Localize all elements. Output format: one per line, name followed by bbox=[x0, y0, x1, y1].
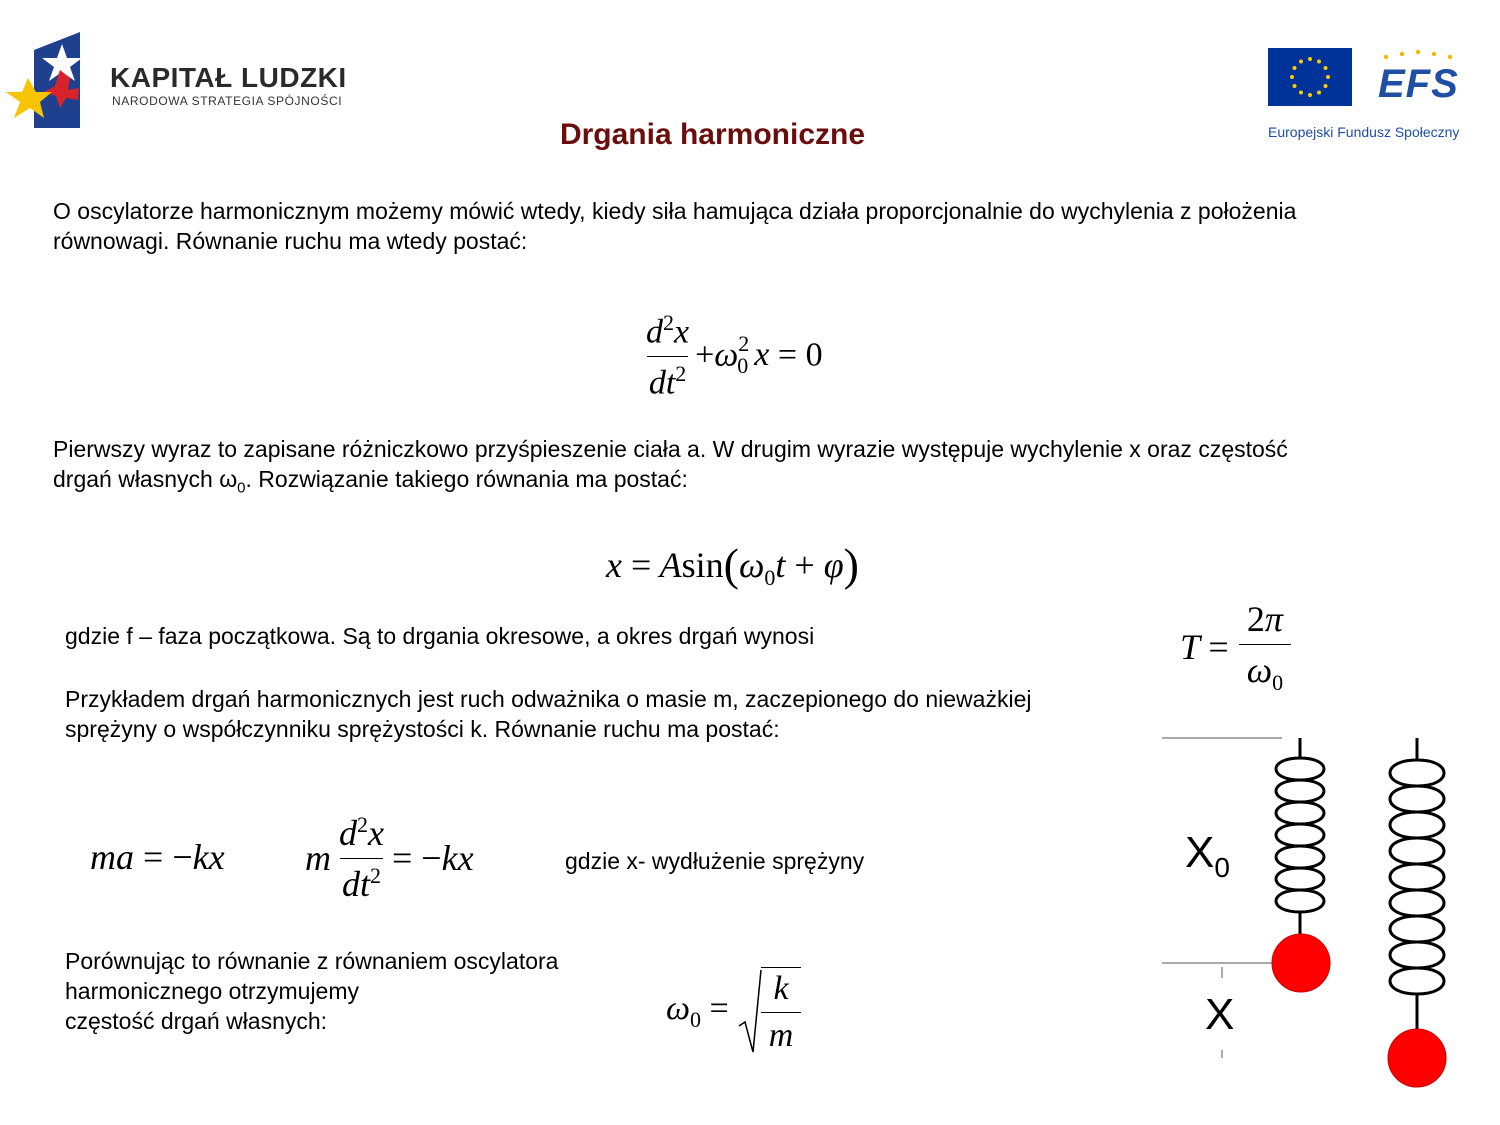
text-line bbox=[53, 464, 1453, 504]
text-line: Przykładem drgań harmonicznych jest ruch odważnika o masie m, zaczepionego do nieważkiej bbox=[65, 686, 1032, 712]
paragraph-explanation bbox=[53, 434, 1453, 504]
paragraph-elongation: gdzie x- wydłużenie sprężyny bbox=[565, 848, 865, 874]
text-line: Pierwszy wyraz to zapisane różniczkowo przyśpieszenie ciała a. W drugim wyrazie występuje wychylenie x oraz częstość bbox=[53, 436, 1288, 462]
efs-badge: EFS bbox=[1378, 62, 1459, 106]
mass-2 bbox=[1388, 1029, 1446, 1087]
page-title: Drgania harmoniczne bbox=[559, 118, 866, 151]
efs-caption: Europejski Fundusz Społeczny bbox=[1268, 124, 1460, 140]
equation-solution: $x = Asin(\omega_0t + \varphi)$ bbox=[606, 539, 859, 591]
mass-1 bbox=[1272, 934, 1330, 992]
eu-flag-icon bbox=[1268, 48, 1352, 106]
text-line: Porównując to równanie z równaniem oscylatora bbox=[65, 948, 559, 974]
logo-title: KAPITAŁ LUDZKI bbox=[110, 62, 347, 93]
fraction: $\frac{d^2x}{dt^2}$ bbox=[339, 811, 384, 904]
label-x0-subscript: 0 bbox=[1214, 851, 1230, 883]
paragraph-intro bbox=[53, 196, 1453, 256]
spring-coil-2 bbox=[1390, 738, 1444, 1030]
label-x: X bbox=[1205, 990, 1235, 1039]
text-line: harmonicznego otrzymujemy bbox=[65, 978, 360, 1004]
spring-figure bbox=[1150, 720, 1470, 1100]
fraction: $\frac{k}{m}$ bbox=[761, 967, 802, 1055]
paragraph-example bbox=[65, 684, 1145, 744]
sqrt-sign-icon bbox=[737, 966, 763, 1056]
equation-frequency: $\omega_0$ = $\frac{k}{m}$ bbox=[666, 966, 801, 1056]
text-line: równowagi. Równanie ruchu ma wtedy postać: bbox=[53, 228, 528, 254]
paragraph-conclusion bbox=[65, 946, 625, 1036]
text-fragment: drgań własnych ω bbox=[53, 466, 238, 492]
subscript: 0 bbox=[237, 479, 246, 497]
spring-coil-1 bbox=[1276, 738, 1324, 935]
fraction: $\frac{d^2x}{dt^2}$ bbox=[646, 310, 690, 401]
equation-period: T = $\frac{2\pi}{\omega_0}$ bbox=[1180, 592, 1291, 702]
efs-stars-icon bbox=[1378, 48, 1458, 62]
equation-newton: ma = −kx bbox=[90, 837, 225, 877]
fraction: $\frac{2\pi}{\omega_0}$ bbox=[1239, 598, 1291, 696]
text-line: sprężyny o współczynniku sprężystości k. Równanie ruchu ma postać: bbox=[65, 716, 780, 742]
paragraph-phase: gdzie f – faza początkowa. Są to drgania okresowe, a okres drgań wynosi bbox=[65, 623, 815, 649]
text-line: O oscylatorze harmonicznym możemy mówić wtedy, kiedy siła hamująca działa proporcjonalnie do wychylenia z położenia bbox=[53, 198, 1297, 224]
label-x0-letter: X bbox=[1185, 828, 1215, 877]
equation-motion: m $\frac{d^2x}{dt^2}$ = −kx bbox=[305, 811, 474, 904]
label-x0 bbox=[1185, 828, 1230, 884]
equation-oscillator: $\frac{d^2x}{dt^2}$ $+\omega^2_0$ x = 0 bbox=[646, 310, 823, 401]
text-fragment: . Rozwiązanie takiego równania ma postać: bbox=[245, 466, 688, 492]
text-line: częstość drgań własnych: bbox=[65, 1008, 328, 1034]
logo-subtitle: NARODOWA STRATEGIA SPÓJNOŚCI bbox=[112, 94, 343, 108]
